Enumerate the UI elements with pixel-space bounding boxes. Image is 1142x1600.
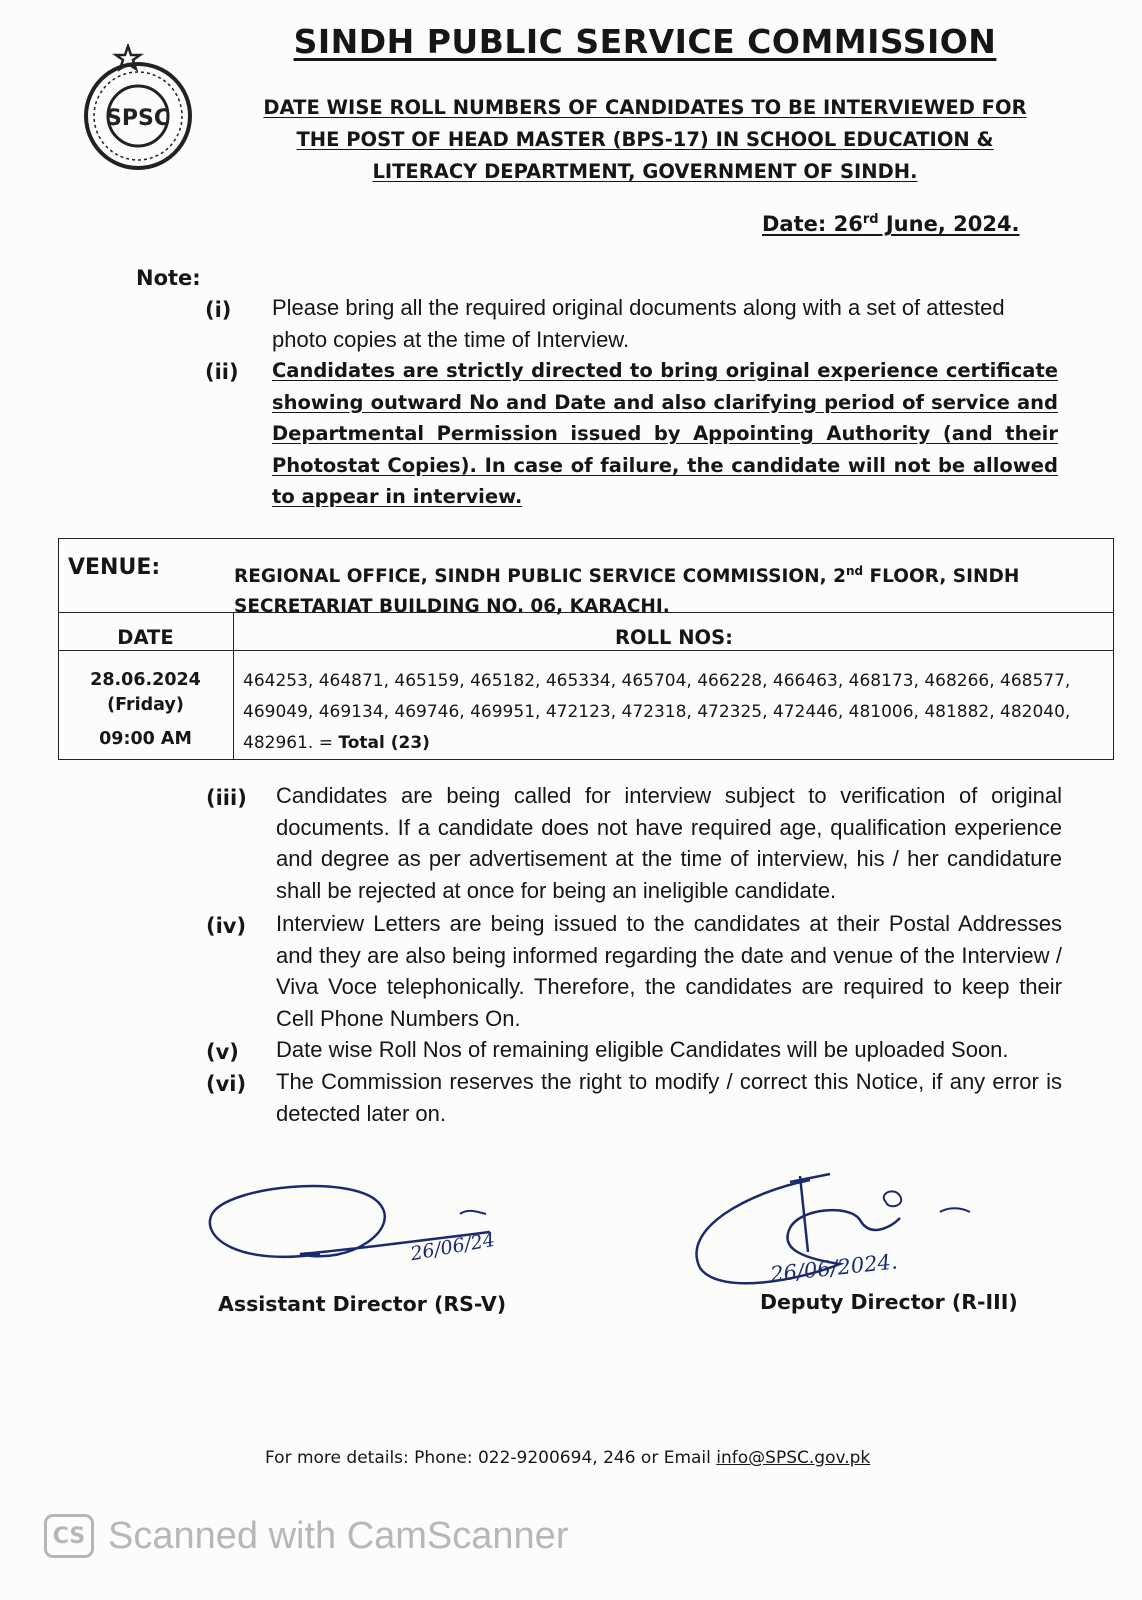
contact-email-link[interactable]: info@SPSC.gov.pk xyxy=(716,1448,871,1468)
note-number: (i) xyxy=(205,298,232,322)
deputy-director-sign-date: 26/06/2024. xyxy=(769,1249,899,1287)
deputy-director-label: Deputy Director (R-III) xyxy=(760,1290,1018,1314)
column-header-roll-nos: ROLL NOS: xyxy=(615,626,733,649)
camscanner-logo-icon: CS xyxy=(44,1514,94,1558)
column-header-date: DATE xyxy=(117,626,174,649)
interview-time: 09:00 AM xyxy=(99,729,192,749)
note-text: Date wise Roll Nos of remaining eligible Candidates will be uploaded Soon. xyxy=(276,1037,1009,1062)
roll-total: Total (23) xyxy=(338,733,430,753)
subtitle-line-1: DATE WISE ROLL NUMBERS OF CANDIDATES TO BE INTERVIEWED FOR xyxy=(263,96,1027,119)
note-number: (iv) xyxy=(206,914,247,938)
table-divider xyxy=(58,650,1114,651)
venue-address: REGIONAL OFFICE, SINDH PUBLIC SERVICE COMMISSION, 2nd FLOOR, SINDH SECRETARIAT BUILDING NO. 06, KARACHI. xyxy=(234,564,1020,618)
interview-date: 28.06.2024 xyxy=(90,670,201,690)
note-text-emphasis: Candidates are strictly directed to bring original experience certificate showing outward No and Date and also clarifying period of service and Departmental Permission issued by Appointing Authority (and their Photostat Copies). In case of failure, the candidate will not be allowed to appear in interview. xyxy=(272,359,1058,508)
svg-text:SPSC: SPSC xyxy=(106,106,170,131)
note-number: (iii) xyxy=(206,786,247,810)
roll-numbers: 464253, 464871, 465159, 465182, 465334, 465704, 466228, 466463, 468173, 468266, 468577, 469049, 469134, 469746, 469951, 472123, 472318, 472325, 472446, 481006, 481882, 482040, 482961. = Total (23) xyxy=(243,671,1071,753)
note-text: Candidates are being called for interview subject to verification of original documents. If a candidate does not have required age, qualification experience and degree as per advertisement at the time of interview, his / her candidature shall be rejected at once for being an ineligible candidate. xyxy=(276,783,1062,903)
contact-footer: For more details: Phone: 022-9200694, 246 or Email info@SPSC.gov.pk xyxy=(265,1448,871,1468)
note-number: (vi) xyxy=(206,1072,247,1096)
note-number: (v) xyxy=(206,1040,239,1064)
document-title: SINDH PUBLIC SERVICE COMMISSION xyxy=(293,22,997,61)
assistant-director-sign-date: 26/06/24 xyxy=(408,1228,497,1266)
interview-day: (Friday) xyxy=(107,695,184,715)
note-text: Interview Letters are being issued to the candidates at their Postal Addresses and they are also being informed regarding the date and venue of the Interview / Viva Voce telephonically. Therefore, the candidates are required to keep their Cell Phone Numbers On. xyxy=(276,911,1062,1031)
note-text: Please bring all the required original documents along with a set of attested photo copies at the time of Interview. xyxy=(272,295,1005,352)
issue-date: Date: 26rd June, 2024. xyxy=(762,212,1020,236)
camscanner-watermark xyxy=(44,1510,568,1562)
deputy-director-signature xyxy=(690,1168,1050,1298)
note-text: The Commission reserves the right to modify / correct this Notice, if any error is detected later on. xyxy=(276,1069,1062,1126)
document-subtitle xyxy=(200,92,1090,188)
assistant-director-label: Assistant Director (RS-V) xyxy=(218,1292,507,1316)
table-divider xyxy=(58,612,1114,613)
camscanner-text: Scanned with CamScanner xyxy=(108,1514,569,1557)
spsc-logo xyxy=(74,44,202,172)
venue-label: VENUE: xyxy=(68,555,161,580)
subtitle-line-2: THE POST OF HEAD MASTER (BPS-17) IN SCHOOL EDUCATION & xyxy=(296,128,994,151)
subtitle-line-3: LITERACY DEPARTMENT, GOVERNMENT OF SINDH. xyxy=(372,160,918,183)
note-number: (ii) xyxy=(205,360,239,384)
note-label: Note: xyxy=(136,266,201,290)
